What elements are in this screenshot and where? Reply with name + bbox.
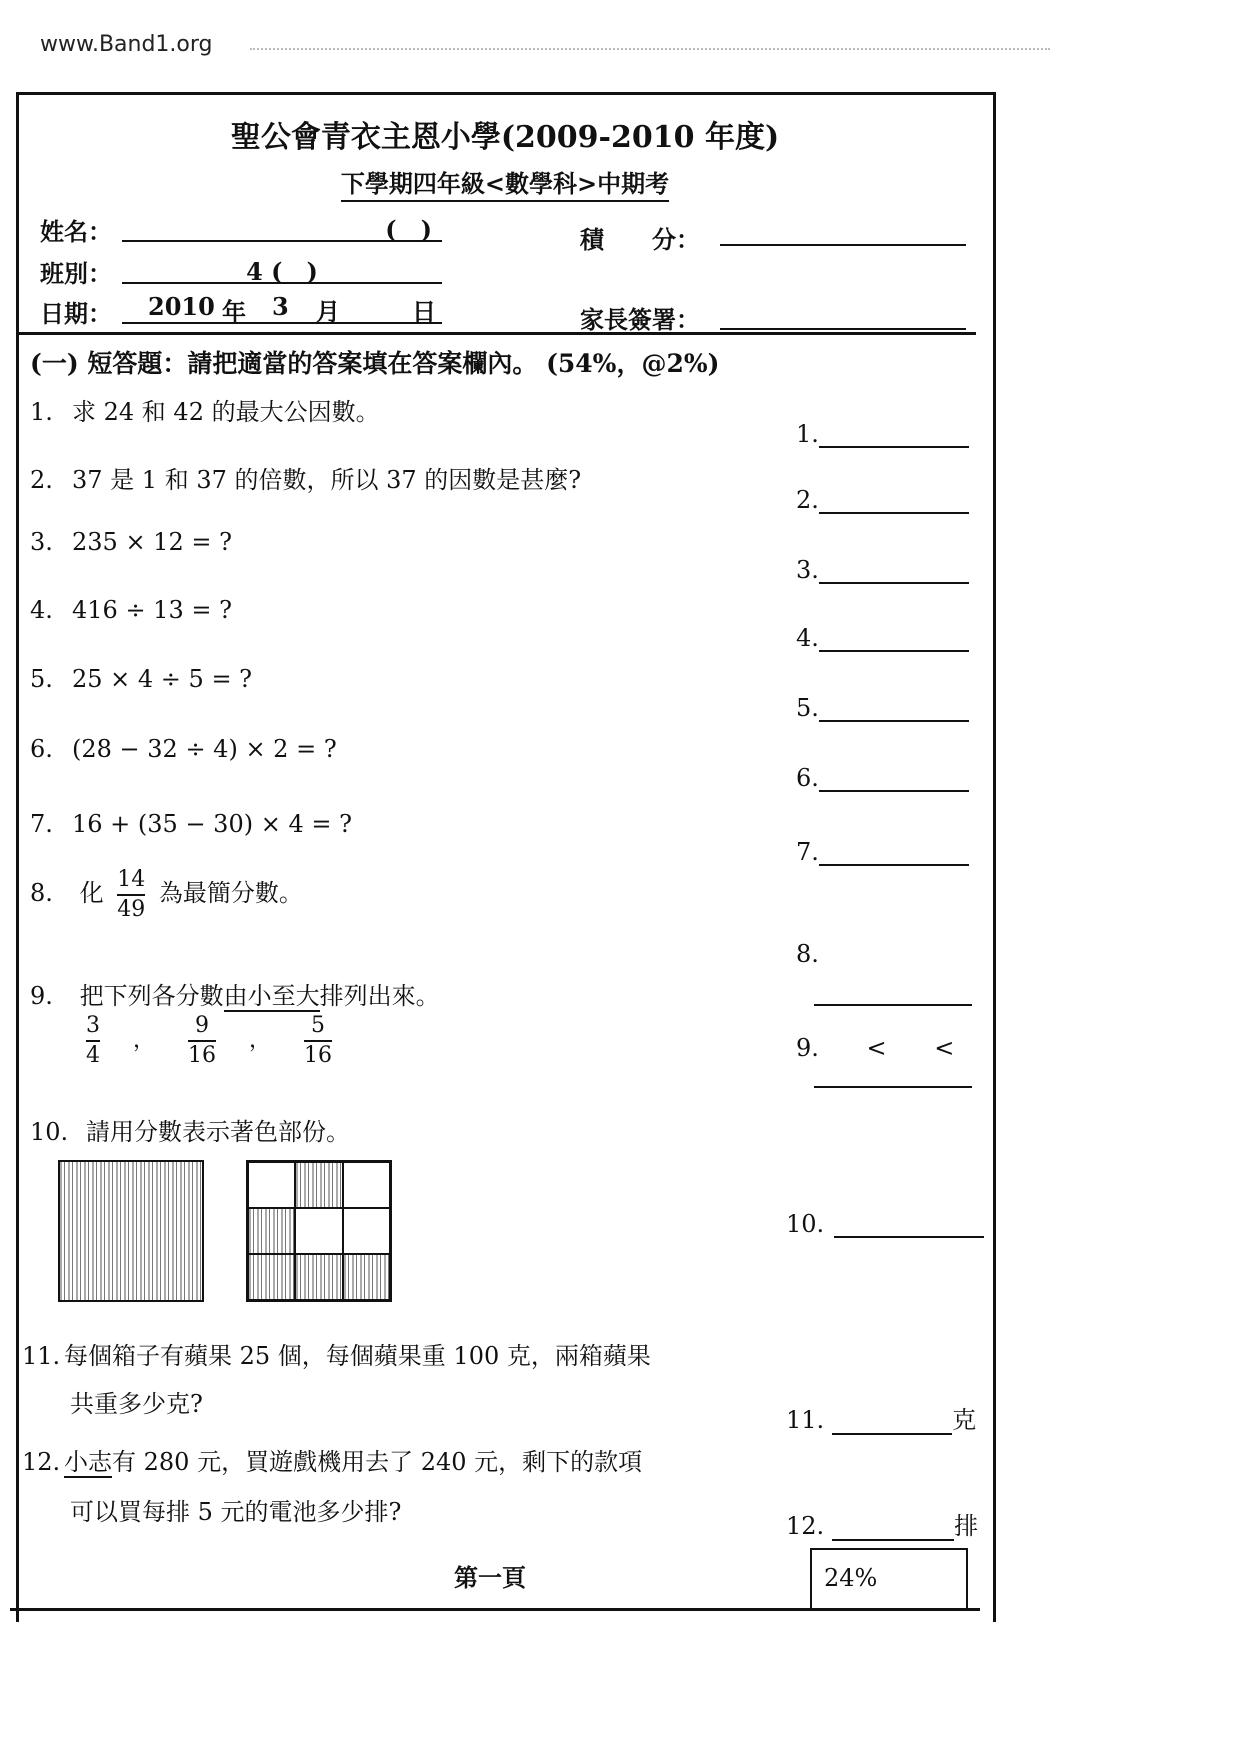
separator: ， (133, 1027, 156, 1053)
date-month-unit: 月 (316, 297, 340, 326)
answer-12[interactable] (786, 1506, 978, 1541)
answer-unit: 排 (954, 1512, 979, 1540)
fraction-denominator: 4 (86, 1042, 100, 1068)
question-number: 1. (30, 398, 53, 426)
answer-10[interactable] (786, 1210, 984, 1238)
header-separator (16, 332, 976, 335)
answer-3[interactable] (796, 556, 969, 584)
fraction-numerator: 3 (86, 1013, 100, 1038)
answer-line[interactable] (819, 766, 969, 792)
question-5 (30, 665, 252, 693)
fraction-denominator: 49 (117, 896, 146, 922)
fraction-numerator: 5 (311, 1013, 326, 1038)
question-number: 9. (30, 982, 53, 1010)
class-field[interactable] (122, 252, 442, 284)
less-than-sign: < (866, 1034, 887, 1062)
answer-line[interactable] (832, 1409, 952, 1435)
grid-cell-shaded (295, 1254, 342, 1300)
question-text: 37 是 1 和 37 的倍數，所以 37 的因數是甚麼? (72, 466, 582, 494)
question-number: 12. (22, 1448, 61, 1476)
question-8 (30, 866, 303, 923)
date-field[interactable] (122, 292, 442, 324)
answer-label: 11. (786, 1406, 825, 1434)
question-9 (30, 976, 440, 1011)
section-title: (一) 短答題：請把適當的答案填在答案欄內。 (54%，@2%) (30, 349, 720, 378)
question-number: 2. (30, 466, 53, 494)
question-11 (22, 1336, 651, 1371)
less-than-sign: < (934, 1034, 955, 1062)
question-12-line2: 可以買每排 5 元的電池多少排? (70, 1498, 402, 1526)
question-text: 235 × 12 = ? (72, 528, 232, 556)
question-number: 7. (30, 810, 53, 838)
grid-cell-shaded (248, 1254, 295, 1300)
question-number: 10. (30, 1118, 69, 1146)
answer-label: 12. (786, 1512, 825, 1540)
question-text: 有 280 元，買遊戲機用去了 240 元，剩下的款項 (112, 1448, 643, 1476)
question-number: 5. (30, 665, 53, 693)
answer-label: 10. (786, 1210, 825, 1238)
question-text: 25 × 4 ÷ 5 = ? (72, 665, 253, 693)
answer-label: 5. (796, 694, 819, 722)
grid-cell-shaded (248, 1208, 295, 1254)
score-field[interactable] (720, 214, 966, 246)
separator: ， (249, 1027, 272, 1053)
question-text-underlined: 小志 (64, 1448, 112, 1476)
fraction (188, 1012, 216, 1069)
question-11-line2: 共重多少克? (70, 1390, 203, 1418)
answer-label: 7. (796, 838, 819, 866)
question-text: 每個箱子有蘋果 25 個，每個蘋果重 100 克，兩箱蘋果 (64, 1342, 651, 1370)
question-text: 請用分數表示著色部份。 (86, 1118, 350, 1146)
fraction (304, 1012, 332, 1069)
signature-field[interactable] (720, 298, 966, 330)
exam-subtitle (0, 164, 1010, 199)
grid-cell (248, 1162, 295, 1208)
question-text: (28 − 32 ÷ 4) × 2 = ? (72, 735, 337, 763)
date-year: 2010 (148, 292, 215, 321)
score-label: 積 分： (580, 225, 700, 254)
answer-8-line[interactable] (814, 980, 972, 1006)
answer-line[interactable] (819, 626, 969, 652)
signature-label: 家長簽署： (580, 305, 700, 334)
answer-label: 6. (796, 764, 819, 792)
question-text-underlined: 由小至大 (223, 982, 320, 1010)
grid-figure (246, 1160, 392, 1302)
dotted-divider (250, 48, 1050, 50)
question-number: 3. (30, 528, 53, 556)
answer-label: 2. (796, 486, 819, 514)
answer-unit: 克 (952, 1406, 977, 1434)
fraction-denominator: 16 (304, 1042, 333, 1068)
answer-line[interactable] (819, 696, 969, 722)
question-7 (30, 810, 352, 838)
answer-2[interactable] (796, 486, 969, 514)
grid-cell-shaded (295, 1162, 342, 1208)
answer-line[interactable] (834, 1212, 984, 1238)
question-number: 4. (30, 596, 53, 624)
exam-title: 聖公會青衣主恩小學(2009-2010 年度) (230, 120, 780, 155)
question-number: 11. (22, 1342, 61, 1370)
answer-label: 4. (796, 624, 819, 652)
question-2 (30, 460, 581, 495)
question-4 (30, 596, 232, 624)
class-value: 4 ( ) (246, 257, 318, 286)
answer-line[interactable] (819, 422, 969, 448)
question-9-fractions (80, 1012, 338, 1069)
question-12 (22, 1442, 642, 1477)
answer-line[interactable] (819, 488, 969, 514)
name-field[interactable] (122, 210, 442, 242)
grid-cell (295, 1208, 342, 1254)
date-month: 3 (272, 292, 289, 321)
date-day-unit: 日 (412, 297, 436, 326)
answer-label: 9. (796, 1034, 819, 1062)
section-score-box: 24% (810, 1548, 968, 1610)
question-10 (30, 1112, 350, 1147)
answer-5[interactable] (796, 694, 969, 722)
answer-9-line[interactable] (814, 1062, 972, 1088)
name-number-paren: ( ) (385, 215, 432, 244)
answer-9[interactable] (796, 1034, 954, 1062)
shaded-square-figure (58, 1160, 204, 1302)
question-text: 化 (79, 879, 104, 907)
page-number: 第一頁 (454, 1563, 526, 1592)
answer-6[interactable] (796, 764, 969, 792)
question-text: 為最簡分數。 (158, 879, 303, 907)
answer-label: 1. (796, 420, 819, 448)
fraction (86, 1012, 100, 1069)
question-number: 6. (30, 735, 53, 763)
answer-line[interactable] (819, 840, 969, 866)
question-number: 8. (30, 879, 53, 907)
question-1 (30, 392, 380, 427)
answer-8-label: 8. (796, 940, 819, 968)
question-text: 求 24 和 42 的最大公因數。 (72, 398, 380, 426)
answer-7[interactable] (796, 838, 969, 866)
question-text: 16 + (35 − 30) × 4 = ? (72, 810, 352, 838)
answer-11[interactable] (786, 1400, 976, 1435)
class-label: 班別： (40, 259, 112, 288)
site-watermark: www.Band1.org (40, 32, 213, 57)
question-6 (30, 735, 337, 763)
grid-cell (343, 1162, 390, 1208)
answer-line[interactable] (819, 558, 969, 584)
date-year-unit: 年 (222, 297, 246, 326)
answer-label: 3. (796, 556, 819, 584)
exam-subtitle-text: 下學期四年級<數學科>中期考 (341, 169, 669, 202)
answer-line[interactable] (832, 1515, 954, 1541)
answer-1[interactable] (796, 420, 969, 448)
grid-cell (343, 1208, 390, 1254)
answer-4[interactable] (796, 624, 969, 652)
fraction-numerator: 9 (195, 1013, 210, 1038)
name-label: 姓名： (40, 217, 112, 246)
grid-cell-shaded (343, 1254, 390, 1300)
question-text: 排列出來。 (319, 982, 440, 1010)
question-3 (30, 528, 232, 556)
date-label: 日期： (40, 299, 112, 328)
fraction-denominator: 16 (188, 1042, 217, 1068)
fraction (117, 866, 145, 923)
question-text: 把下列各分數 (79, 982, 224, 1010)
question-text: 416 ÷ 13 = ? (72, 596, 232, 624)
fraction-numerator: 14 (117, 867, 146, 892)
